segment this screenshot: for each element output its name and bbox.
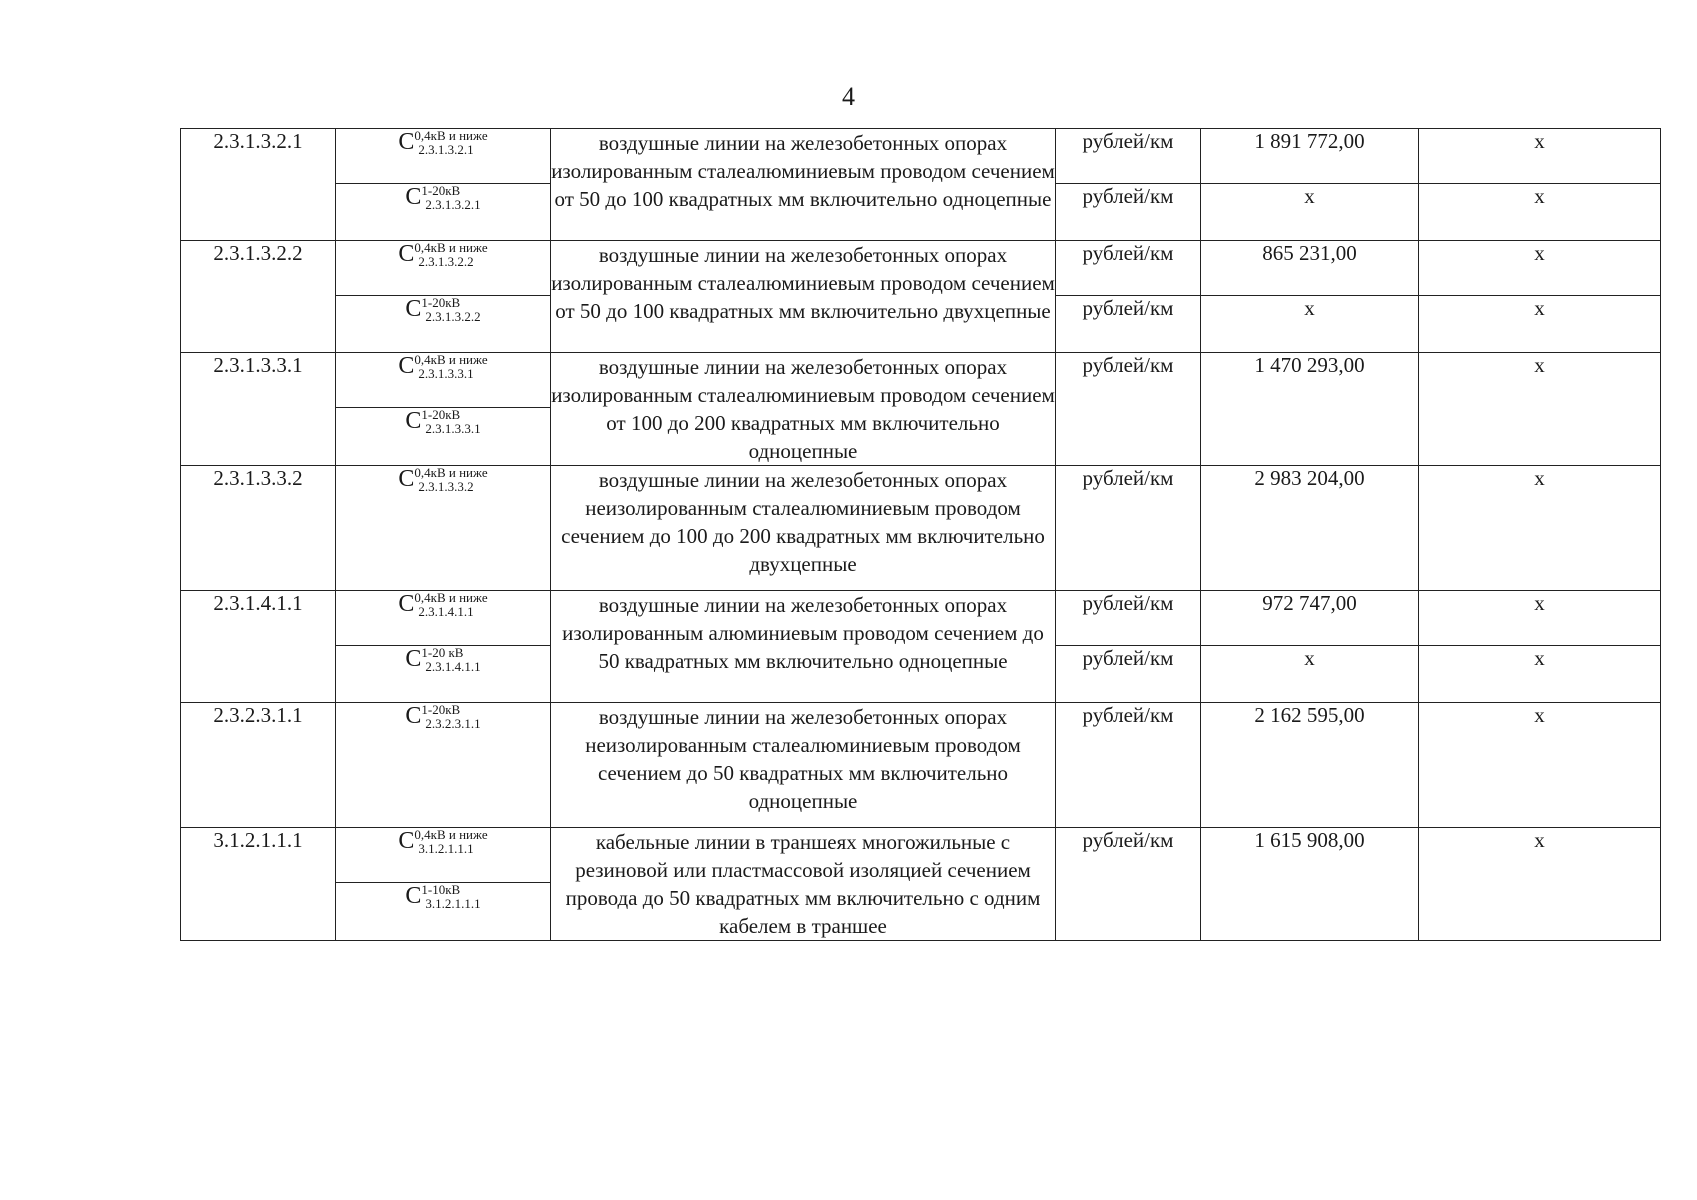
rate-code-cell: 2.3.1.3.2.2 [181, 241, 336, 353]
rate-symbol-cell [336, 646, 551, 703]
value-cell: 2 983 204,00 [1201, 466, 1419, 591]
rate-symbol-letter: C [405, 184, 422, 210]
value-cell: 2 162 595,00 [1201, 703, 1419, 828]
rate-symbol-cell [336, 353, 551, 408]
value-cell: 865 231,00 [1201, 241, 1419, 296]
rate-symbol-index: 2.3.1.3.2.2 [418, 254, 474, 269]
rate-code-cell: 2.3.1.3.2.1 [181, 129, 336, 241]
rate-symbol-letter: C [398, 353, 415, 379]
rate-symbol-cell [336, 591, 551, 646]
rate-symbol-indices [421, 883, 480, 911]
rate-symbol-cell [336, 883, 551, 941]
rate-symbol-index: 2.3.1.3.2.1 [418, 142, 474, 157]
extra-cell: х [1419, 241, 1661, 296]
rate-code-cell: 2.3.1.3.3.1 [181, 353, 336, 466]
unit-cell: рублей/км [1056, 241, 1201, 296]
extra-cell: х [1419, 353, 1661, 466]
unit-cell: рублей/км [1056, 184, 1201, 241]
rate-symbol-indices [414, 129, 487, 157]
rate-symbol-letter: C [405, 703, 422, 729]
rate-symbol-letter: C [398, 129, 415, 155]
rate-symbol-letter: C [405, 408, 422, 435]
rate-symbol-voltage: 0,4кВ и ниже [414, 240, 488, 255]
extra-cell: х [1419, 129, 1661, 184]
rate-symbol-cell [336, 466, 551, 591]
rate-symbol-voltage: 1-10кВ [421, 882, 461, 898]
description-cell: воздушные линии на железобетонных опорах изолированным сталеалюминиевым проводом сечением от 50 до 100 квадратных мм включительно двухцепные [551, 241, 1056, 353]
rate-symbol-index: 3.1.2.1.1.1 [418, 841, 474, 856]
value-cell: х [1201, 646, 1419, 703]
rate-symbol-index: 3.1.2.1.1.1 [425, 896, 481, 912]
rate-symbol-indices [414, 353, 487, 381]
rate-symbol-indices [414, 466, 487, 494]
page-number: 4 [842, 82, 855, 111]
description-cell: воздушные линии на железобетонных опорах изолированным сталеалюминиевым проводом сечением от 50 до 100 квадратных мм включительно одноцепные [551, 129, 1056, 241]
value-cell: 1 470 293,00 [1201, 353, 1419, 466]
rate-symbol-voltage: 0,4кВ и ниже [414, 827, 488, 842]
rate-symbol-voltage: 1-20кВ [421, 295, 461, 310]
rate-symbol-index: 2.3.1.4.1.1 [418, 604, 474, 619]
description-cell: воздушные линии на железобетонных опорах неизолированным сталеалюминиевым проводом сечением до 50 квадратных мм включительно одноцепные [551, 703, 1056, 828]
rate-symbol-indices [414, 591, 487, 619]
rate-symbol-indices [421, 184, 480, 212]
rate-symbol-index: 2.3.1.3.2.2 [425, 309, 481, 324]
rate-symbol-letter: C [405, 296, 422, 322]
rate-symbol-letter: C [405, 646, 422, 672]
value-cell: 1 615 908,00 [1201, 828, 1419, 941]
unit-cell: рублей/км [1056, 466, 1201, 591]
rate-code-cell: 2.3.2.3.1.1 [181, 703, 336, 828]
extra-cell: х [1419, 828, 1661, 941]
rate-symbol-cell [336, 703, 551, 828]
rate-symbol-indices [414, 241, 487, 269]
unit-cell: рублей/км [1056, 591, 1201, 646]
unit-cell: рублей/км [1056, 353, 1201, 466]
tariff-table-body [181, 129, 1661, 941]
table-row [181, 466, 1661, 591]
unit-cell: рублей/км [1056, 828, 1201, 941]
value-cell: 972 747,00 [1201, 591, 1419, 646]
rate-code-cell: 2.3.1.3.3.2 [181, 466, 336, 591]
table-row [181, 703, 1661, 828]
extra-cell: х [1419, 591, 1661, 646]
description-cell: воздушные линии на железобетонных опорах изолированным алюминиевым проводом сечением до 50 квадратных мм включительно одноцепные [551, 591, 1056, 703]
rate-symbol-voltage: 1-20 кВ [421, 645, 464, 660]
rate-symbol-cell [336, 408, 551, 466]
extra-cell: х [1419, 184, 1661, 241]
rate-symbol-index: 2.3.1.3.3.2 [418, 479, 474, 494]
rate-symbol-cell [336, 241, 551, 296]
rate-symbol-index: 2.3.1.4.1.1 [425, 659, 481, 674]
rate-symbol-index: 2.3.1.3.3.1 [425, 421, 481, 437]
extra-cell: х [1419, 646, 1661, 703]
rate-symbol-indices [421, 296, 480, 324]
rate-symbol-indices [421, 703, 480, 731]
rate-symbol-cell [336, 828, 551, 883]
rate-symbol-voltage: 0,4кВ и ниже [414, 465, 488, 480]
rate-symbol-cell [336, 296, 551, 353]
table-row [181, 353, 1661, 408]
extra-cell: х [1419, 703, 1661, 828]
rate-code-cell: 3.1.2.1.1.1 [181, 828, 336, 941]
rate-symbol-index: 2.3.2.3.1.1 [425, 716, 481, 731]
table-row [181, 828, 1661, 883]
rate-symbol-voltage: 0,4кВ и ниже [414, 128, 488, 143]
rate-symbol-letter: C [398, 466, 415, 492]
description-cell: кабельные линии в траншеях многожильные с резиновой или пластмассовой изоляцией сечением провода до 50 квадратных мм включительно с одним кабелем в траншее [551, 828, 1056, 941]
unit-cell: рублей/км [1056, 646, 1201, 703]
unit-cell: рублей/км [1056, 296, 1201, 353]
rate-code-cell: 2.3.1.4.1.1 [181, 591, 336, 703]
extra-cell: х [1419, 296, 1661, 353]
rate-symbol-letter: C [398, 241, 415, 267]
rate-symbol-indices [414, 828, 487, 856]
rate-symbol-letter: C [398, 828, 415, 854]
rate-symbol-cell [336, 129, 551, 184]
unit-cell: рублей/км [1056, 129, 1201, 184]
rate-symbol-cell [336, 184, 551, 241]
rate-symbol-indices [421, 646, 480, 674]
unit-cell: рублей/км [1056, 703, 1201, 828]
table-row [181, 129, 1661, 184]
rate-symbol-voltage: 1-20кВ [421, 407, 461, 423]
rate-symbol-voltage: 1-20кВ [421, 183, 461, 198]
description-cell: воздушные линии на железобетонных опорах изолированным сталеалюминиевым проводом сечением от 100 до 200 квадратных мм включительно одноцепные [551, 353, 1056, 466]
value-cell: 1 891 772,00 [1201, 129, 1419, 184]
table-row [181, 241, 1661, 296]
rate-symbol-letter: C [405, 883, 422, 910]
rate-symbol-letter: C [398, 591, 415, 617]
tariff-table [180, 128, 1661, 941]
rate-symbol-voltage: 0,4кВ и ниже [414, 352, 488, 367]
description-cell: воздушные линии на железобетонных опорах неизолированным сталеалюминиевым проводом сечением до 100 до 200 квадратных мм включительно двухцепные [551, 466, 1056, 591]
rate-symbol-voltage: 1-20кВ [421, 702, 461, 717]
rate-symbol-indices [421, 408, 480, 436]
value-cell: х [1201, 296, 1419, 353]
extra-cell: х [1419, 466, 1661, 591]
value-cell: х [1201, 184, 1419, 241]
table-row [181, 591, 1661, 646]
rate-symbol-index: 2.3.1.3.3.1 [418, 366, 474, 381]
rate-symbol-voltage: 0,4кВ и ниже [414, 590, 488, 605]
rate-symbol-index: 2.3.1.3.2.1 [425, 197, 481, 212]
